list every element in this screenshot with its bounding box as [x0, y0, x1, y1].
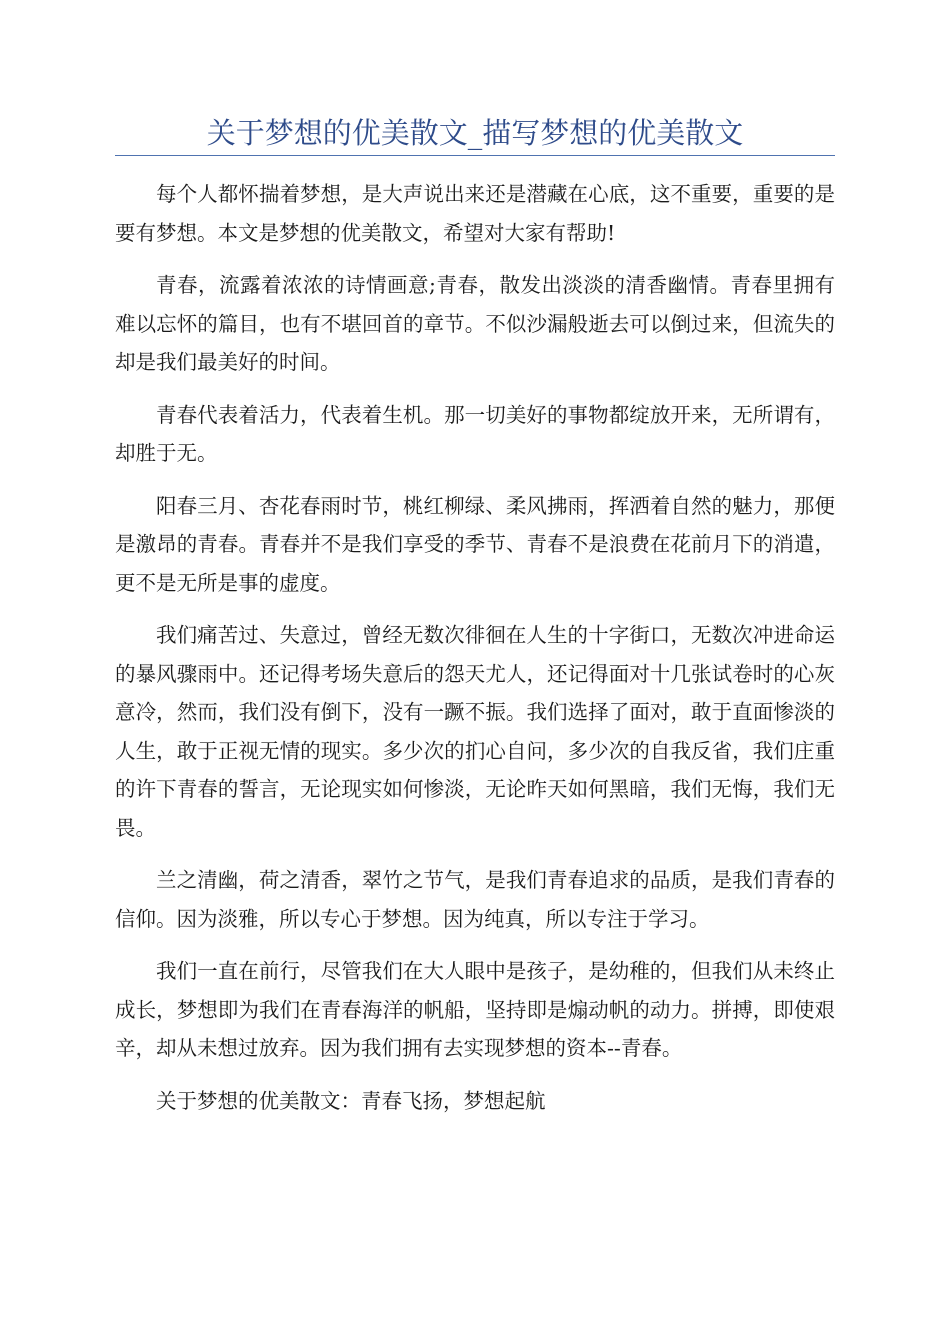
document-title: 关于梦想的优美散文_描写梦想的优美散文	[206, 116, 744, 150]
paragraph: 阳春三月、杏花春雨时节，桃红柳绿、柔风拂雨，挥洒着自然的魅力，那便是激昂的青春。青春并不是我们享受的季节、青春不是浪费在花前月下的消遣，更不是无所是事的虚度。	[115, 493, 835, 595]
section-heading-paragraph: 关于梦想的优美散文：青春飞扬，梦想起航	[156, 1088, 546, 1113]
paragraph: 我们痛苦过、失意过，曾经无数次徘徊在人生的十字街口，无数次冲进命运的暴风骤雨中。还记得考场失意后的怨天尤人，还记得面对十几张试卷时的心灰意冷，然而，我们没有倒下，没有一蹶不振。我们选择了面对，敢于直面惨淡的人生，敢于正视无情的现实。多少次的扪心自问，多少次的自我反省，我们庄重的许下青春的誓言，无论现实如何惨淡，无论昨天如何黑暗，我们无悔，我们无畏。	[115, 623, 835, 840]
document-body	[115, 175, 835, 1134]
paragraph: 我们一直在前行，尽管我们在大人眼中是孩子，是幼稚的，但我们从未终止成长，梦想即为我们在青春海洋的帆船，坚持即是煽动帆的动力。拼搏，即使艰辛，却从未想过放弃。因为我们拥有去实现梦想的资本--青春。	[115, 959, 835, 1060]
paragraph: 每个人都怀揣着梦想，是大声说出来还是潜藏在心底，这不重要，重要的是要有梦想。本文是梦想的优美散文，希望对大家有帮助!	[115, 182, 835, 245]
paragraph: 青春代表着活力，代表着生机。那一切美好的事物都绽放开来，无所谓有，却胜于无。	[115, 402, 835, 465]
title-underline	[115, 155, 835, 156]
paragraph: 青春，流露着浓浓的诗情画意;青春，散发出淡淡的清香幽情。青春里拥有难以忘怀的篇目，也有不堪回首的章节。不似沙漏般逝去可以倒过来，但流失的却是我们最美好的时间。	[115, 273, 835, 374]
paragraph: 兰之清幽，荷之清香，翠竹之节气，是我们青春追求的品质，是我们青春的信仰。因为淡雅，所以专心于梦想。因为纯真，所以专注于学习。	[115, 868, 835, 931]
